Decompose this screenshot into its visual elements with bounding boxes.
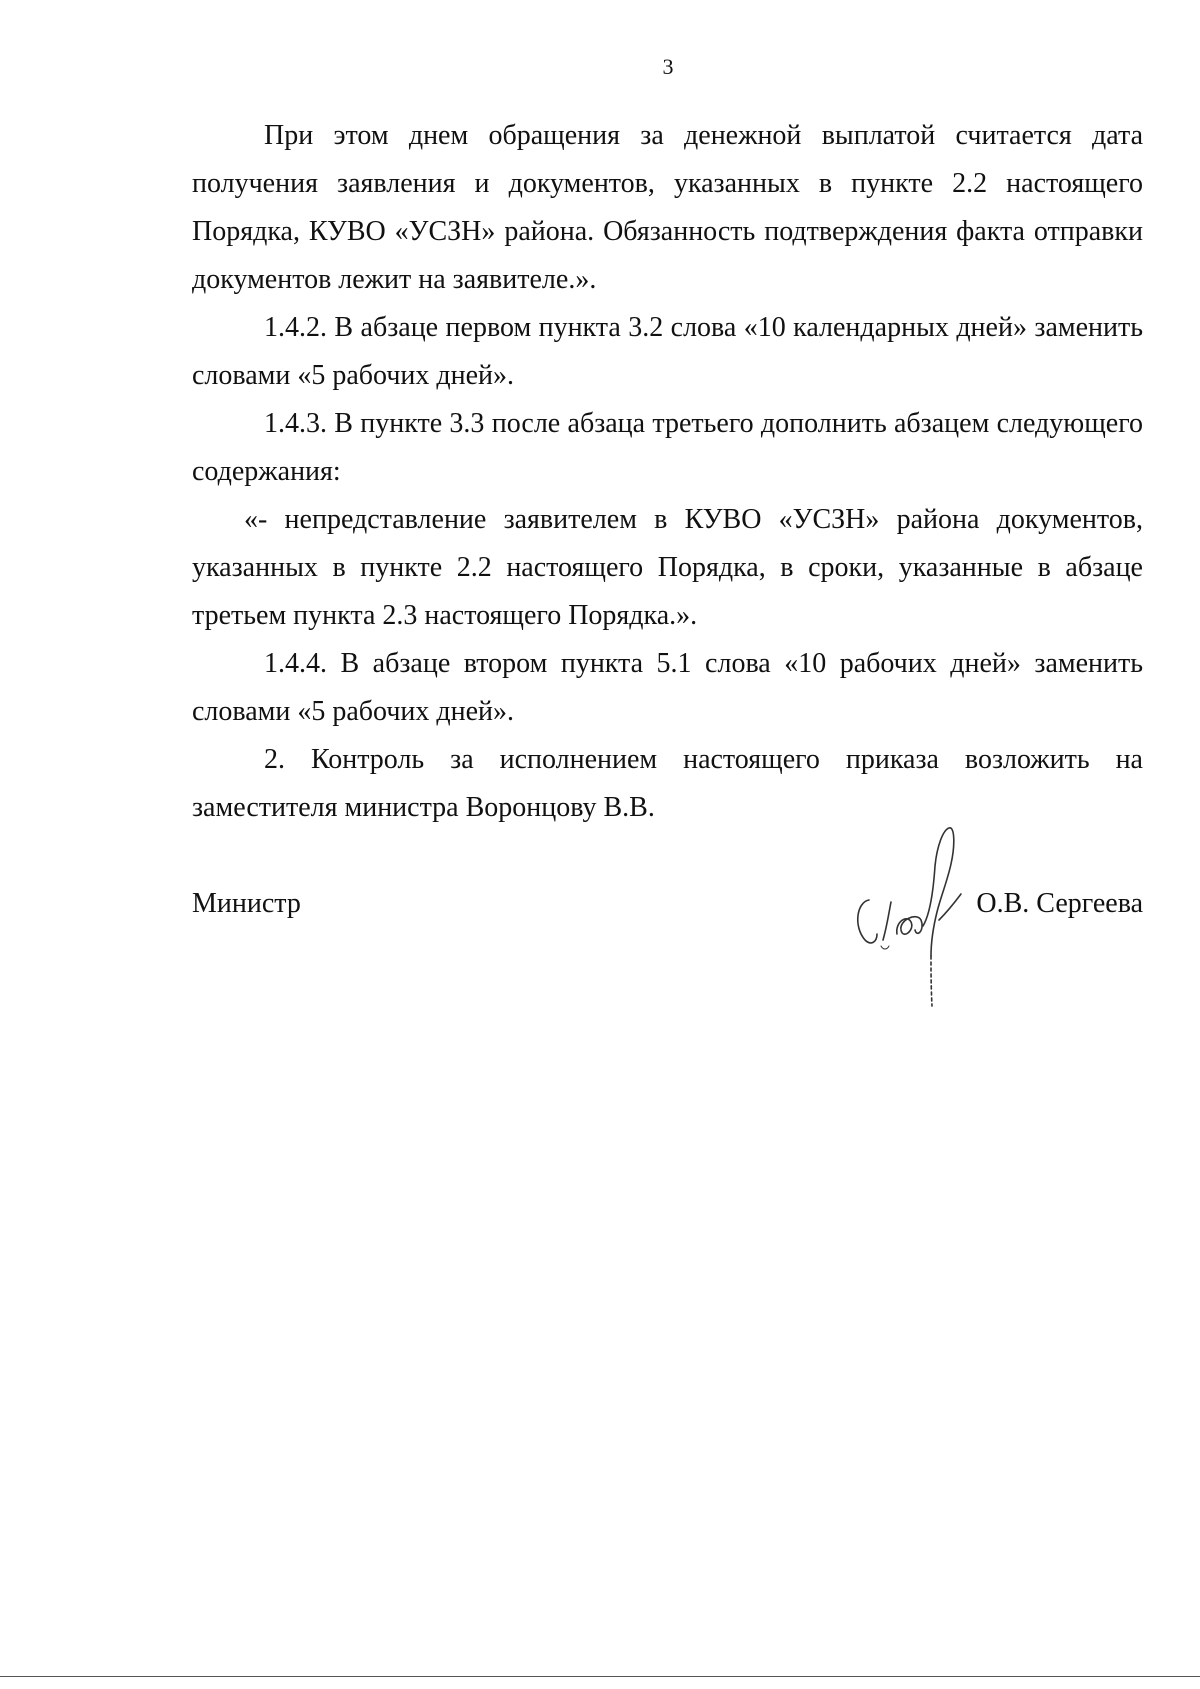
paragraph-control-clause: 2. Контроль за исполнением настоящего приказа возложить на заместителя министра Воронцову В.В. <box>192 744 1143 823</box>
page-number: 3 <box>662 54 674 79</box>
signer-name: О.В. Сергеева <box>976 888 1143 919</box>
document-body <box>192 112 1143 832</box>
paragraph-quoted-addition: «- непредставление заявителем в КУВО «УСЗН» района документов, указанных в пункте 2.2 настоящего Порядка, в сроки, указанные в абзаце третьем пункта 2.3 настоящего Порядка.». <box>192 504 1143 631</box>
handwritten-signature <box>847 816 987 1016</box>
paragraph-1-4-2: 1.4.2. В абзаце первом пункта 3.2 слова «10 календарных дней» заменить словами «5 рабочих дней». <box>192 312 1143 391</box>
paragraph-date-of-application: При этом днем обращения за денежной выплатой считается дата получения заявления и документов, указанных в пункте 2.2 настоящего Порядка, КУВО «УСЗН» района. Обязанность подтверждения факта отправки документов лежит на заявителе.». <box>192 120 1143 295</box>
signature-block <box>192 880 1143 1040</box>
paragraph-1-4-4: 1.4.4. В абзаце втором пункта 5.1 слова «10 рабочих дней» заменить словами «5 рабочих дней». <box>192 648 1143 727</box>
paragraph-1-4-3: 1.4.3. В пункте 3.3 после абзаца третьего дополнить абзацем следующего содержания: <box>192 408 1143 487</box>
signer-position: Министр <box>192 888 301 919</box>
page-bottom-border <box>0 1676 1200 1677</box>
